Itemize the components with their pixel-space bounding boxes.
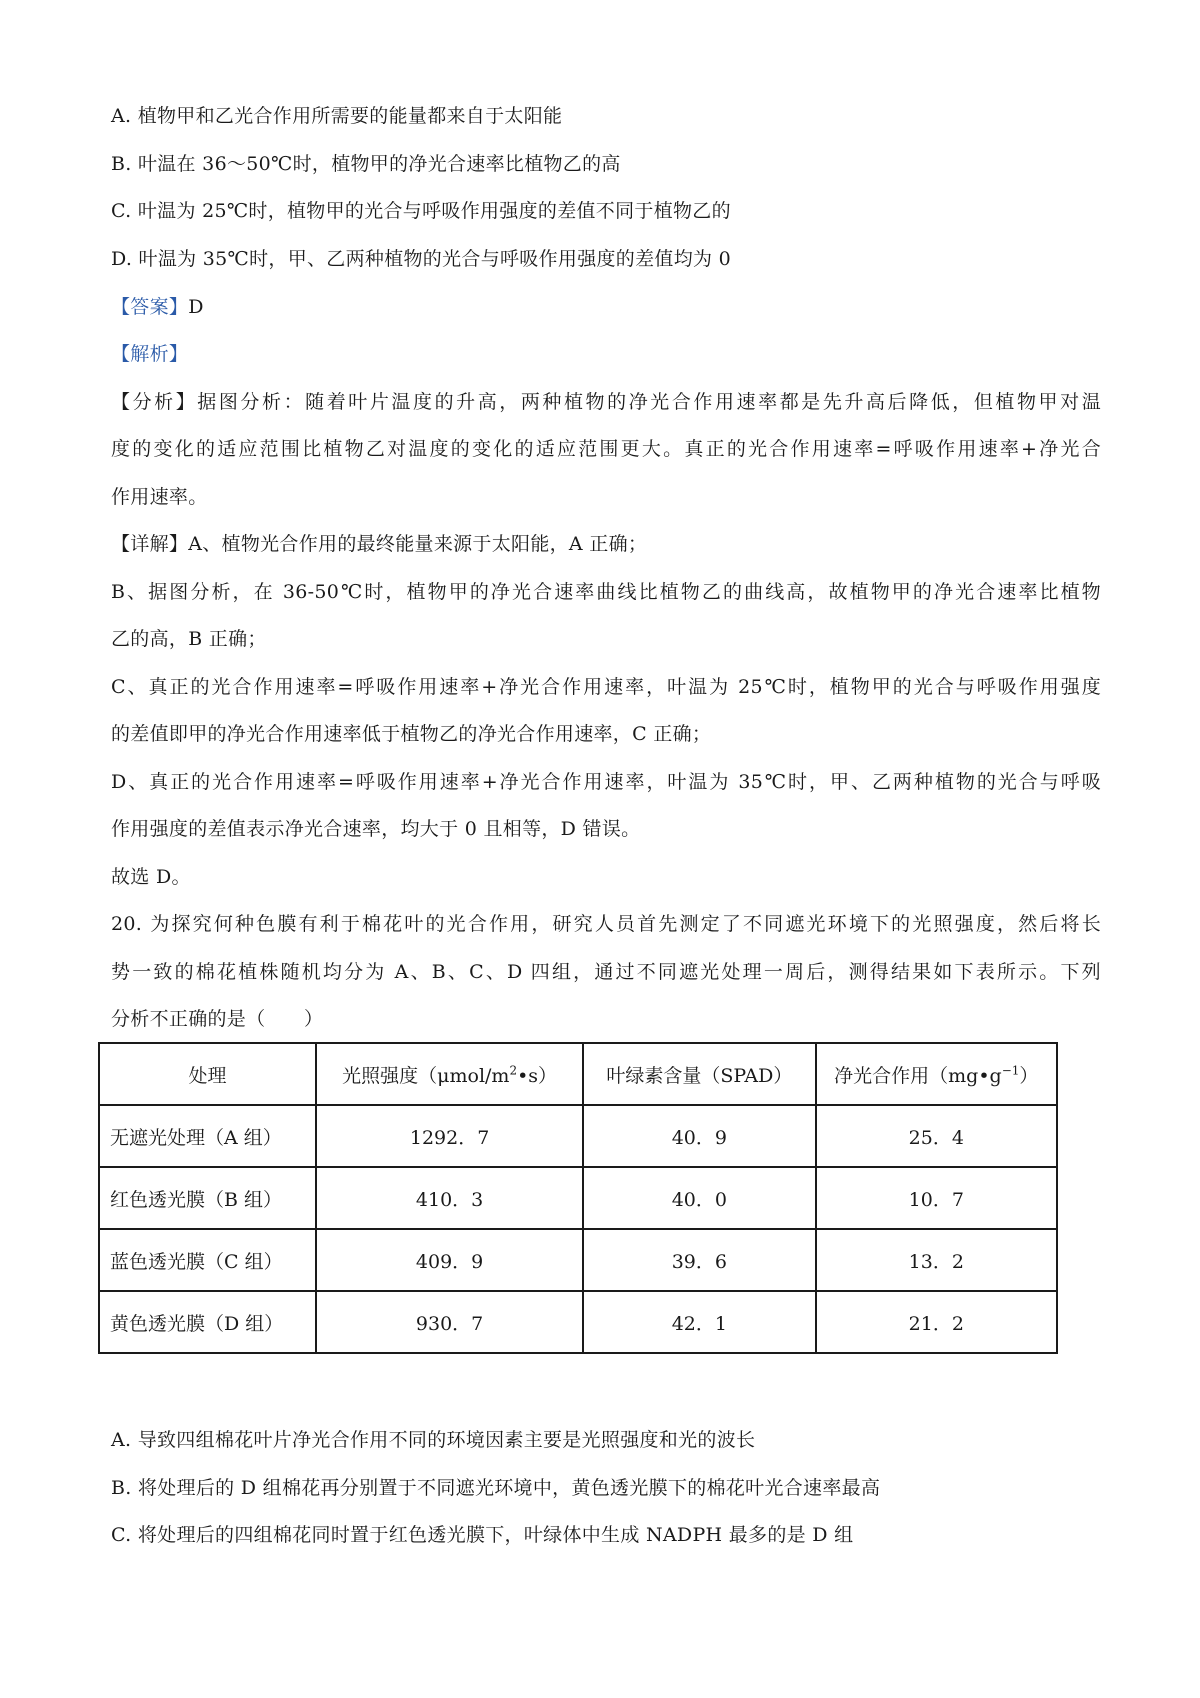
- xiangjie-line-4: C、真正的光合作用速率=呼吸作用速率+净光合作用速率，叶温为 25℃时，植物甲的光合与呼吸作用强度: [111, 676, 1101, 698]
- fenxi-line-1: 【分析】据图分析：随着叶片温度的升高，两种植物的净光合作用速率都是先升高后降低，但植物甲对温: [111, 391, 1101, 413]
- xiangjie-line-6: D、真正的光合作用速率=呼吸作用速率+净光合作用速率，叶温为 35℃时，甲、乙两种植物的光合与呼吸: [111, 771, 1101, 793]
- cell-net-photosynthesis: 13．2: [816, 1229, 1057, 1291]
- cell-net-photosynthesis: 25．4: [816, 1105, 1057, 1167]
- xiangjie-line-3: 乙的高，B 正确；: [111, 628, 267, 650]
- cell-net-photosynthesis: 21．2: [816, 1291, 1057, 1353]
- xiangjie-line-8: 故选 D。: [111, 866, 191, 888]
- q20-option-a: A. 导致四组棉花叶片净光合作用不同的环境因素主要是光照强度和光的波长: [111, 1429, 756, 1451]
- q19-option-c: C. 叶温为 25℃时，植物甲的光合与呼吸作用强度的差值不同于植物乙的: [111, 200, 731, 222]
- cell-light-intensity: 410．3: [316, 1167, 583, 1229]
- cell-net-photosynthesis: 10．7: [816, 1167, 1057, 1229]
- header-net-photosynthesis: 净光合作用$(mg•g^{-1})$: [816, 1043, 1057, 1105]
- q20-option-b: B. 将处理后的 D 组棉花再分别置于不同遮光环境中，黄色透光膜下的棉花叶光合速率最高: [111, 1477, 881, 1499]
- q20-stem-line-1: 20. 为探究何种色膜有利于棉花叶的光合作用，研究人员首先测定了不同遮光环境下的光照强度，然后将长: [111, 913, 1101, 935]
- q19-option-a: A. 植物甲和乙光合作用所需要的能量都来自于太阳能: [111, 105, 563, 127]
- cell-chlorophyll: 40．9: [583, 1105, 815, 1167]
- cell-treatment: 无遮光处理（A 组）: [99, 1105, 316, 1167]
- cell-chlorophyll: 39．6: [583, 1229, 815, 1291]
- answer-label: 【答案】: [111, 296, 189, 318]
- analysis-label: 【解析】: [111, 343, 189, 365]
- header-treatment: 处理: [99, 1043, 316, 1105]
- q20-option-c: C. 将处理后的四组棉花同时置于红色透光膜下，叶绿体中生成 NADPH 最多的是 D 组: [111, 1524, 854, 1546]
- header-chlorophyll: 叶绿素含量（SPAD）: [583, 1043, 815, 1105]
- cell-treatment: 蓝色透光膜（C 组）: [99, 1229, 316, 1291]
- xiangjie-line-5: 的差值即甲的净光合作用速率低于植物乙的净光合作用速率，C 正确；: [111, 723, 712, 745]
- table-row: [99, 1229, 1057, 1291]
- table-header-row: [99, 1043, 1057, 1105]
- cell-treatment: 红色透光膜（B 组）: [99, 1167, 316, 1229]
- q19-option-b: B. 叶温在 36～50℃时，植物甲的净光合速率比植物乙的高: [111, 153, 621, 175]
- q20-stem-line-3: 分析不正确的是（ ）: [111, 1008, 324, 1030]
- answer-line: [111, 295, 204, 319]
- xiangjie-line-7: 作用强度的差值表示净光合速率，均大于 0 且相等，D 错误。: [111, 818, 641, 840]
- header-light-intensity: 光照强度$(\mu mol/m^2•s)$: [316, 1043, 583, 1105]
- cell-light-intensity: 409．9: [316, 1229, 583, 1291]
- cell-chlorophyll: 42．1: [583, 1291, 815, 1353]
- cell-light-intensity: 1292．7: [316, 1105, 583, 1167]
- cell-treatment: 黄色透光膜（D 组）: [99, 1291, 316, 1353]
- xiangjie-line-2: B、据图分析，在 36-50℃时，植物甲的净光合速率曲线比植物乙的曲线高，故植物甲的净光合速率比植物: [111, 581, 1101, 603]
- fenxi-line-2: 度的变化的适应范围比植物乙对温度的变化的适应范围更大。真正的光合作用速率=呼吸作用速率+净光合: [111, 438, 1101, 460]
- q20-stem-line-2: 势一致的棉花植株随机均分为 A、B、C、D 四组，通过不同遮光处理一周后，测得结果如下表所示。下列: [111, 961, 1101, 983]
- table-row: [99, 1167, 1057, 1229]
- table-row: [99, 1291, 1057, 1353]
- answer-value: D: [188, 296, 204, 318]
- fenxi-line-3: 作用速率。: [111, 486, 208, 508]
- cell-chlorophyll: 40．0: [583, 1167, 815, 1229]
- cell-light-intensity: 930．7: [316, 1291, 583, 1353]
- results-table: [98, 1042, 1058, 1354]
- table-row: [99, 1105, 1057, 1167]
- q19-option-d: D. 叶温为 35℃时，甲、乙两种植物的光合与呼吸作用强度的差值均为 0: [111, 248, 732, 270]
- xiangjie-line-1: 【详解】A、植物光合作用的最终能量来源于太阳能，A 正确；: [111, 533, 648, 555]
